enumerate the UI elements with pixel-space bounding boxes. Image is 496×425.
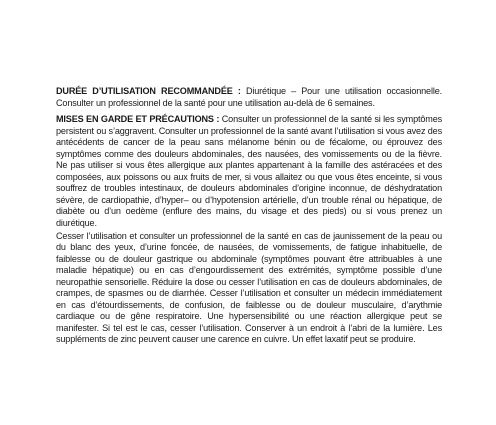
product-label-text — [56, 86, 442, 346]
usage-text: Diurétique – Pour une utilisation occasionnelle. Consulter un professionnel de la santé pour une utilisation au-delà de 6 semaines. — [56, 86, 442, 108]
warnings-heading: MISES EN GARDE ET PRÉCAUTIONS : — [56, 114, 220, 125]
cessation-paragraph: Cesser l’utilisation et consulter un professionnel de la santé en cas de jaunissement de la peau ou du blanc des yeux, d’urine foncée, de nausées, de vomissements, de fatigue inhabituelle, de faiblesse ou de douleur gastrique ou abdominale (symptômes pouvant être attribuables à une maladie hépatique) ou en cas d’engourdissement des extrémités, symptôme possible d’une neuropathie sensorielle. Réduire la dose ou cesser l’utilisation en cas de douleurs abdominales, de crampes, de spasmes ou de diarrhée. Cesser l’utilisation et consulter un médecin immédiatement en cas d’étourdissements, de confusion, de faiblesse ou de douleur musculaire, d’arythmie cardiaque ou de gêne respiratoire. Une hypersensibilité ou une réaction allergique peut se manifester. Si tel est le cas, cesser l’utilisation. Conserver à un endroit à l’abri de la lumière. Les suppléments de zinc peuvent causer une carence en cuivre. Un effet laxatif peut se produire. — [56, 230, 442, 345]
warnings-text: Consulter un professionnel de la santé si les symptômes persistent ou s’aggravent. Consulter un professionnel de la santé avant l’utilisation si vous avez des antécédents de cancer de la peau sans mélanome bénin ou de fécalome, ou éprouvez des symptômes comme des douleurs abdominales, des nausées, des vomissements ou de la fièvre. Ne pas utiliser si vous êtes allergique aux plantes appartenant à la famille des astéracées et des composées, aux poissons ou aux fruits de mer, si vous allaitez ou que vous êtes enceinte, si vous souffrez de troubles intestinaux, de douleurs abdominales d’origine inconnue, de déshydratation sévère, de cardiopathie, d’hyper– ou d’hypotension artérielle, d’un trouble rénal ou hépatique, de diabète ou d’un oedème (enflure des mains, du visage et des pieds) ou si vous prenez un diurétique. — [56, 114, 443, 229]
usage-paragraph — [56, 86, 442, 109]
usage-heading: DURÉE D’UTILISATION RECOMMANDÉE : — [56, 86, 241, 96]
warnings-paragraph — [56, 114, 442, 229]
